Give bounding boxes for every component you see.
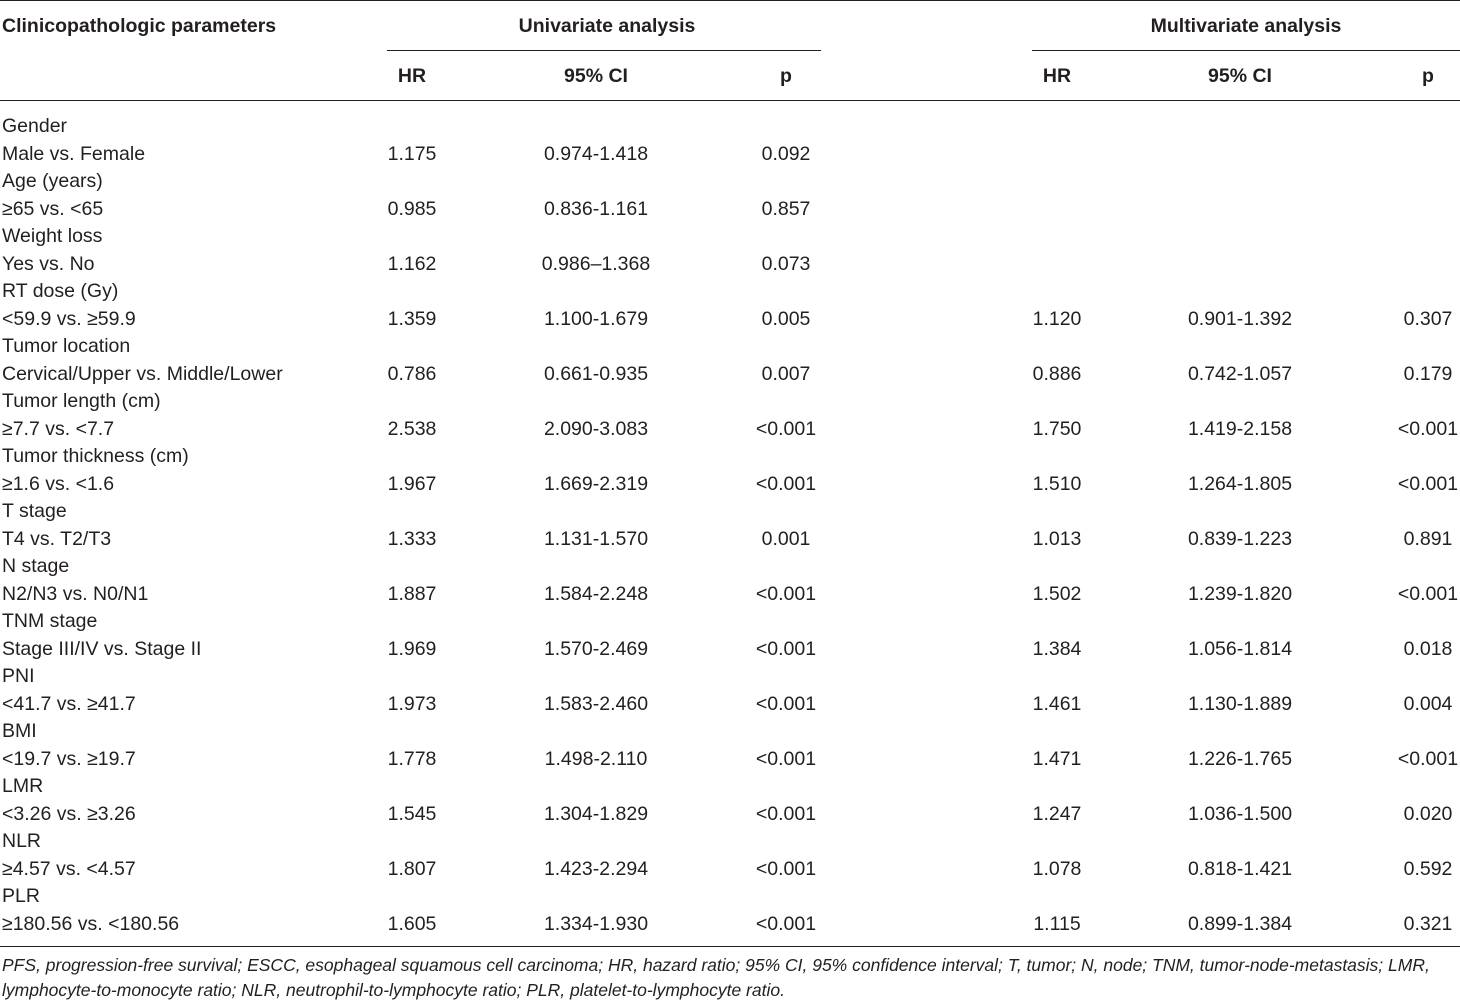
- univariate-ci-cell: 1.498-2.110: [544, 747, 648, 770]
- multivariate-ci-cell: 1.130-1.889: [1187, 692, 1293, 715]
- univariate-hr-cell: 0.985: [387, 197, 437, 220]
- multivariate-ci-cell: 0.839-1.223: [1187, 527, 1293, 550]
- univariate-ci-cell: 1.423-2.294: [543, 857, 649, 880]
- group-label: BMI: [2, 720, 37, 742]
- univariate-hr-cell: 1.778: [387, 747, 437, 770]
- header-parameters: Clinicopathologic parameters: [2, 15, 277, 37]
- univariate-hr-cell: 2.538: [387, 417, 437, 440]
- univariate-hr-cell: 1.162: [387, 252, 437, 275]
- univariate-p-cell: <0.001: [755, 692, 817, 715]
- univariate-ci-cell: 1.100-1.679: [543, 307, 649, 330]
- group-label: N stage: [2, 555, 70, 577]
- header-multivariate: Multivariate analysis: [1150, 15, 1342, 37]
- group-label: NLR: [2, 830, 42, 852]
- group-label: Tumor length (cm): [2, 390, 161, 412]
- multivariate-p-cell: <0.001: [1397, 747, 1459, 770]
- group-label: TNM stage: [2, 610, 98, 632]
- univariate-hr-cell: 1.359: [387, 307, 437, 330]
- row-label: T4 vs. T2/T3: [2, 527, 112, 550]
- multivariate-hr-cell: 1.471: [1032, 747, 1082, 770]
- univariate-p-cell: <0.001: [755, 747, 817, 770]
- multivariate-ci-cell: 1.226-1.765: [1187, 747, 1293, 770]
- row-label: Stage III/IV vs. Stage II: [2, 637, 202, 660]
- multivariate-ci-cell: 0.901-1.392: [1187, 307, 1293, 330]
- multivariate-hr-cell: 1.013: [1032, 527, 1082, 550]
- univariate-ci-cell: 1.334-1.930: [543, 912, 649, 935]
- multivariate-hr-cell: 1.120: [1032, 307, 1082, 330]
- row-label: ≥4.57 vs. <4.57: [2, 857, 136, 880]
- univariate-hr-cell: 1.175: [387, 142, 437, 165]
- multivariate-hr-cell: 1.078: [1032, 857, 1082, 880]
- multivariate-p-cell: <0.001: [1397, 417, 1459, 440]
- multivariate-ci-cell: 0.742-1.057: [1187, 362, 1293, 385]
- univariate-ci-cell: 1.584-2.248: [543, 582, 649, 605]
- row-label: ≥7.7 vs. <7.7: [2, 417, 115, 440]
- multivariate-p-cell: 0.321: [1403, 912, 1453, 935]
- multivariate-ci-cell: 1.239-1.820: [1187, 582, 1293, 605]
- row-label: Yes vs. No: [2, 252, 95, 275]
- multivariate-hr-cell: 1.461: [1032, 692, 1082, 715]
- univariate-hr-cell: 1.969: [387, 637, 437, 660]
- header-univariate: Univariate analysis: [518, 15, 696, 37]
- header-u-p: p: [780, 65, 792, 87]
- multivariate-rule: [1032, 50, 1460, 51]
- multivariate-ci-cell: 1.264-1.805: [1187, 472, 1293, 495]
- multivariate-ci-cell: 1.036-1.500: [1187, 802, 1293, 825]
- header-m-hr: HR: [1042, 65, 1072, 87]
- univariate-hr-cell: 1.545: [387, 802, 437, 825]
- univariate-ci-cell: 1.304-1.829: [543, 802, 649, 825]
- multivariate-p-cell: 0.307: [1403, 307, 1453, 330]
- univariate-p-cell: <0.001: [755, 912, 817, 935]
- multivariate-ci-cell: 0.818-1.421: [1187, 857, 1293, 880]
- group-label: RT dose (Gy): [2, 280, 119, 302]
- univariate-p-cell: <0.001: [755, 472, 817, 495]
- row-label: Male vs. Female: [2, 142, 146, 165]
- row-label: ≥65 vs. <65: [2, 197, 104, 220]
- univariate-ci-cell: 0.974-1.418: [543, 142, 649, 165]
- header-u-hr: HR: [397, 65, 427, 87]
- univariate-ci-cell: 0.836-1.161: [543, 197, 649, 220]
- multivariate-hr-cell: 1.247: [1032, 802, 1082, 825]
- univariate-hr-cell: 0.786: [387, 362, 437, 385]
- univariate-p-cell: 0.073: [761, 252, 811, 275]
- row-label: <3.26 vs. ≥3.26: [2, 802, 136, 825]
- header-bottom-rule: [0, 100, 1460, 101]
- multivariate-p-cell: 0.592: [1403, 857, 1453, 880]
- univariate-hr-cell: 1.967: [387, 472, 437, 495]
- group-label: Weight loss: [2, 225, 103, 247]
- univariate-rule: [387, 50, 821, 51]
- row-label: <59.9 vs. ≥59.9: [2, 307, 136, 330]
- group-label: LMR: [2, 775, 44, 797]
- group-label: Gender: [2, 115, 68, 137]
- univariate-p-cell: 0.092: [761, 142, 811, 165]
- univariate-p-cell: <0.001: [755, 857, 817, 880]
- group-label: T stage: [2, 500, 67, 522]
- univariate-ci-cell: 0.661-0.935: [543, 362, 649, 385]
- univariate-p-cell: 0.001: [761, 527, 811, 550]
- group-label: Tumor thickness (cm): [2, 445, 189, 467]
- group-label: Tumor location: [2, 335, 131, 357]
- multivariate-p-cell: 0.179: [1403, 362, 1453, 385]
- univariate-p-cell: <0.001: [755, 417, 817, 440]
- univariate-hr-cell: 1.807: [387, 857, 437, 880]
- univariate-hr-cell: 1.333: [387, 527, 437, 550]
- header-u-ci: 95% CI: [564, 65, 628, 87]
- univariate-p-cell: 0.857: [761, 197, 811, 220]
- header-m-p: p: [1422, 65, 1434, 87]
- multivariate-p-cell: 0.020: [1403, 802, 1453, 825]
- multivariate-hr-cell: 0.886: [1032, 362, 1082, 385]
- header-m-ci: 95% CI: [1208, 65, 1272, 87]
- univariate-ci-cell: 2.090-3.083: [543, 417, 649, 440]
- univariate-ci-cell: 1.583-2.460: [543, 692, 649, 715]
- univariate-hr-cell: 1.887: [387, 582, 437, 605]
- multivariate-ci-cell: 1.056-1.814: [1187, 637, 1293, 660]
- multivariate-ci-cell: 1.419-2.158: [1187, 417, 1293, 440]
- row-label: N2/N3 vs. N0/N1: [2, 582, 149, 605]
- body-bottom-rule: [0, 946, 1460, 947]
- univariate-p-cell: <0.001: [755, 802, 817, 825]
- multivariate-hr-cell: 1.750: [1032, 417, 1082, 440]
- multivariate-p-cell: <0.001: [1397, 582, 1459, 605]
- multivariate-p-cell: 0.004: [1403, 692, 1453, 715]
- univariate-ci-cell: 1.669-2.319: [543, 472, 649, 495]
- multivariate-hr-cell: 1.384: [1032, 637, 1082, 660]
- multivariate-p-cell: 0.018: [1403, 637, 1453, 660]
- multivariate-hr-cell: 1.502: [1032, 582, 1082, 605]
- multivariate-p-cell: 0.891: [1403, 527, 1453, 550]
- row-label: ≥180.56 vs. <180.56: [2, 912, 180, 935]
- univariate-ci-cell: 0.986–1.368: [541, 252, 651, 275]
- univariate-p-cell: <0.001: [755, 582, 817, 605]
- group-label: PNI: [2, 665, 35, 687]
- table-footnote: PFS, progression-free survival; ESCC, esophageal squamous cell carcinoma; HR, hazard ratio; 95% CI, 95% confidence interval; T, tumor; N, node; TNM, tumor-node-metastasis; LMR, lymphocyte-to-monocyte ratio; NLR, neutrophil-to-lymphocyte ratio; PLR, platelet-to-lymphocyte ratio.: [2, 955, 1430, 1000]
- multivariate-hr-cell: 1.510: [1032, 472, 1082, 495]
- row-label: <19.7 vs. ≥19.7: [2, 747, 136, 770]
- row-label: <41.7 vs. ≥41.7: [2, 692, 136, 715]
- univariate-p-cell: 0.007: [761, 362, 811, 385]
- univariate-p-cell: 0.005: [761, 307, 811, 330]
- multivariate-ci-cell: 0.899-1.384: [1187, 912, 1293, 935]
- multivariate-p-cell: <0.001: [1397, 472, 1459, 495]
- top-rule: [0, 0, 1460, 1]
- row-label: ≥1.6 vs. <1.6: [2, 472, 115, 495]
- univariate-ci-cell: 1.570-2.469: [543, 637, 649, 660]
- univariate-ci-cell: 1.131-1.570: [543, 527, 649, 550]
- group-label: Age (years): [2, 170, 103, 192]
- univariate-hr-cell: 1.973: [387, 692, 437, 715]
- group-label: PLR: [2, 885, 40, 907]
- univariate-p-cell: <0.001: [755, 637, 817, 660]
- row-label: Cervical/Upper vs. Middle/Lower: [2, 362, 283, 385]
- multivariate-hr-cell: 1.115: [1033, 912, 1081, 935]
- univariate-hr-cell: 1.605: [387, 912, 437, 935]
